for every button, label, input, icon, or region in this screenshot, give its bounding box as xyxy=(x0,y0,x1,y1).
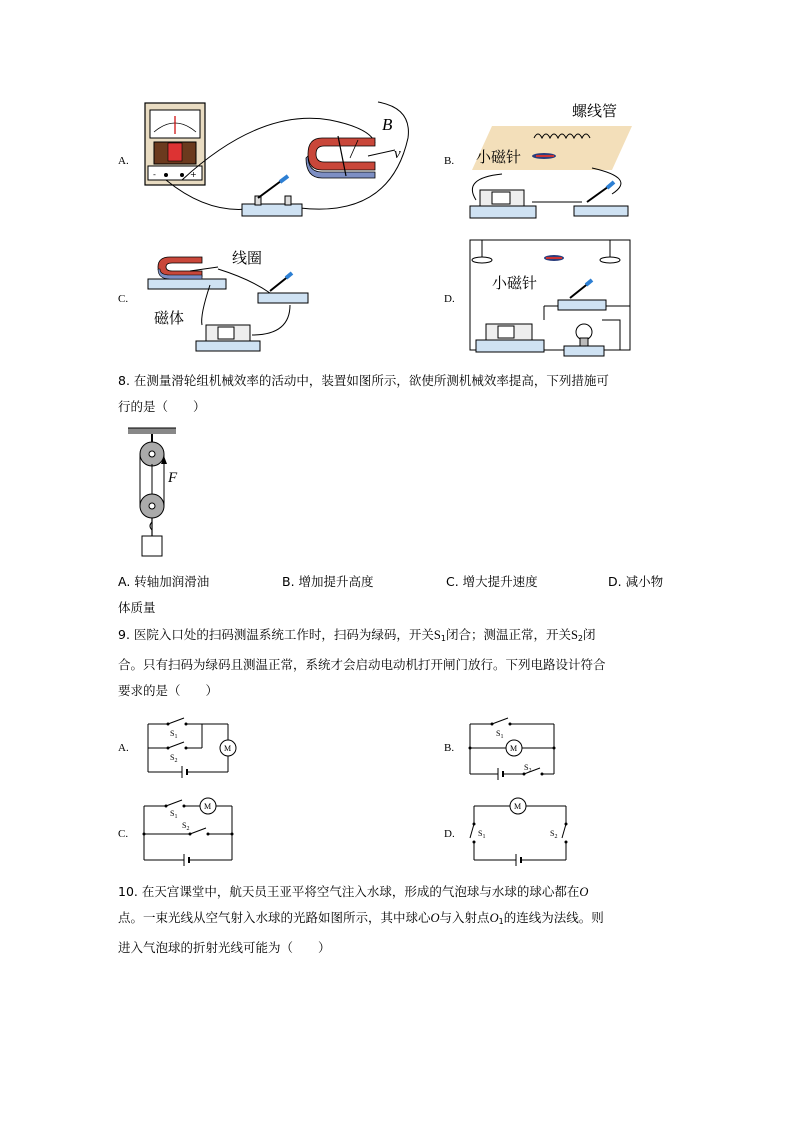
q9-c-s1: $S_1$ xyxy=(170,809,178,820)
svg-text:-: - xyxy=(153,170,156,179)
q7-label-v: v xyxy=(394,146,401,162)
q10-stem-l2b: 与入射点 xyxy=(439,910,490,925)
q10-o1: O xyxy=(489,911,499,925)
q8-label-f: F xyxy=(168,470,178,486)
q7-label-solenoid: 螺线管 xyxy=(572,102,618,120)
q10-o: O xyxy=(579,885,589,899)
q9-b-motor: M xyxy=(510,744,518,753)
q7-option-b-label: B. xyxy=(444,155,455,167)
q9-a-s1: $S_1$ xyxy=(170,729,178,740)
q10-stem-l2c: 的连线为法线。则 xyxy=(503,910,604,925)
q7-option-d-figure xyxy=(462,234,642,364)
q8-stem-line1: 8. 在测量滑轮组机械效率的活动中，装置如图所示，欲使所测机械效率提高，下列措施可 xyxy=(118,373,609,388)
q9-option-c-label: C. xyxy=(118,828,129,840)
q9-s2: S xyxy=(570,628,578,642)
q9-c-s2: $S_2$ xyxy=(182,821,190,832)
q9-b-s2: $S_2$ xyxy=(524,763,532,774)
q10-stem-line2 xyxy=(118,905,678,935)
q7-label-needle-d: 小磁针 xyxy=(492,274,538,292)
q9-s2-sub: 2 xyxy=(577,634,584,643)
q9-stem-l1a: 9. 医院入口处的扫码测温系统工作时，扫码为绿码，开关 xyxy=(118,627,434,642)
q9-circuit-d xyxy=(466,794,576,866)
q9-stem-l1c: 闭 xyxy=(583,627,596,642)
q8-stem-line2: 行的是（ ） xyxy=(118,399,206,414)
q7-label-b: B xyxy=(382,115,393,134)
q9-stem-line1 xyxy=(118,622,678,652)
q9-s1-sub: 1 xyxy=(440,634,446,643)
q9-s1: S xyxy=(433,628,441,642)
q7-option-a-label: A. xyxy=(118,155,129,167)
q10-stem-line3: 进入气泡球的折射光线可能为（ ） xyxy=(118,940,331,955)
q9-stem-line3: 要求的是（ ） xyxy=(118,683,219,698)
q8-stem xyxy=(118,368,678,420)
q9-b-s1: $S_1$ xyxy=(496,729,504,740)
q7-label-needle: 小磁针 xyxy=(476,148,522,166)
q9-c-motor: M xyxy=(204,802,212,811)
q8-choice-c[interactable]: C. 增大提升速度 xyxy=(446,574,538,589)
q9-circuit-b xyxy=(462,712,562,784)
q7-label-magnet: 磁体 xyxy=(154,309,185,327)
q7-option-c-label: C. xyxy=(118,293,129,305)
q7-option-b-figure xyxy=(462,98,642,223)
q9-option-b-label: B. xyxy=(444,742,455,754)
q8-choice-a[interactable]: A. 转轴加润滑油 xyxy=(118,574,210,589)
q9-a-s2: $S_2$ xyxy=(170,753,178,764)
q7-option-a-figure xyxy=(140,98,430,223)
q9-stem xyxy=(118,622,678,704)
q8-choice-d-cont: 体质量 xyxy=(118,600,156,615)
q9-stem-line2: 合。只有扫码为绿码且测温正常，系统才会启动电动机打开闸门放行。下列电路设计符合 xyxy=(118,657,606,672)
q9-d-s1: $S_1$ xyxy=(478,829,486,840)
q9-circuit-a xyxy=(140,712,240,784)
q10-o1-sub: 1 xyxy=(498,917,504,926)
q9-circuit-c xyxy=(140,794,240,866)
q7-option-c-figure xyxy=(140,245,315,355)
q9-d-motor: M xyxy=(514,802,522,811)
q7-label-coil: 线圈 xyxy=(232,249,263,267)
q8-pulley-figure xyxy=(122,428,202,563)
q7-option-d-label: D. xyxy=(444,293,455,305)
q8-choice-d[interactable]: D. 减小物 xyxy=(608,574,664,589)
q10-stem xyxy=(118,879,678,961)
q9-stem-l1b: 闭合；测温正常，开关 xyxy=(445,627,571,642)
q9-a-motor: M xyxy=(224,744,232,753)
q9-option-d-label: D. xyxy=(444,828,455,840)
q9-option-a-label: A. xyxy=(118,742,129,754)
q8-choice-b[interactable]: B. 增加提升高度 xyxy=(282,574,374,589)
svg-text:+: + xyxy=(190,170,197,179)
q10-stem-line1 xyxy=(118,879,678,905)
q9-d-s2: $S_2$ xyxy=(550,829,558,840)
q10-o2: O xyxy=(430,911,440,925)
q10-stem-l1: 10. 在天宫课堂中，航天员王亚平将空气注入水球，形成的气泡球与水球的球心都在 xyxy=(118,884,580,899)
q10-stem-l2a: 点。一束光线从空气射入水球的光路如图所示，其中球心 xyxy=(118,910,431,925)
